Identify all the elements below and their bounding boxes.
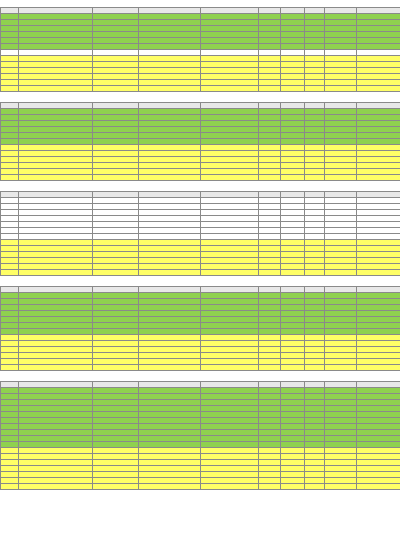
table-cell	[281, 484, 305, 490]
table-cell	[259, 484, 281, 490]
section-title	[1, 184, 400, 192]
table-cell	[201, 484, 259, 490]
section-title	[1, 0, 400, 8]
table-cell	[305, 484, 325, 490]
section-title	[1, 374, 400, 382]
section-title	[1, 95, 400, 103]
table-cell	[325, 484, 357, 490]
section-title	[1, 279, 400, 287]
table-cell	[357, 484, 400, 490]
table-body	[1, 0, 400, 490]
table-cell	[93, 484, 139, 490]
table-cell	[1, 484, 19, 490]
table-cell	[139, 484, 201, 490]
table-row	[1, 484, 400, 490]
table-cell	[19, 484, 93, 490]
